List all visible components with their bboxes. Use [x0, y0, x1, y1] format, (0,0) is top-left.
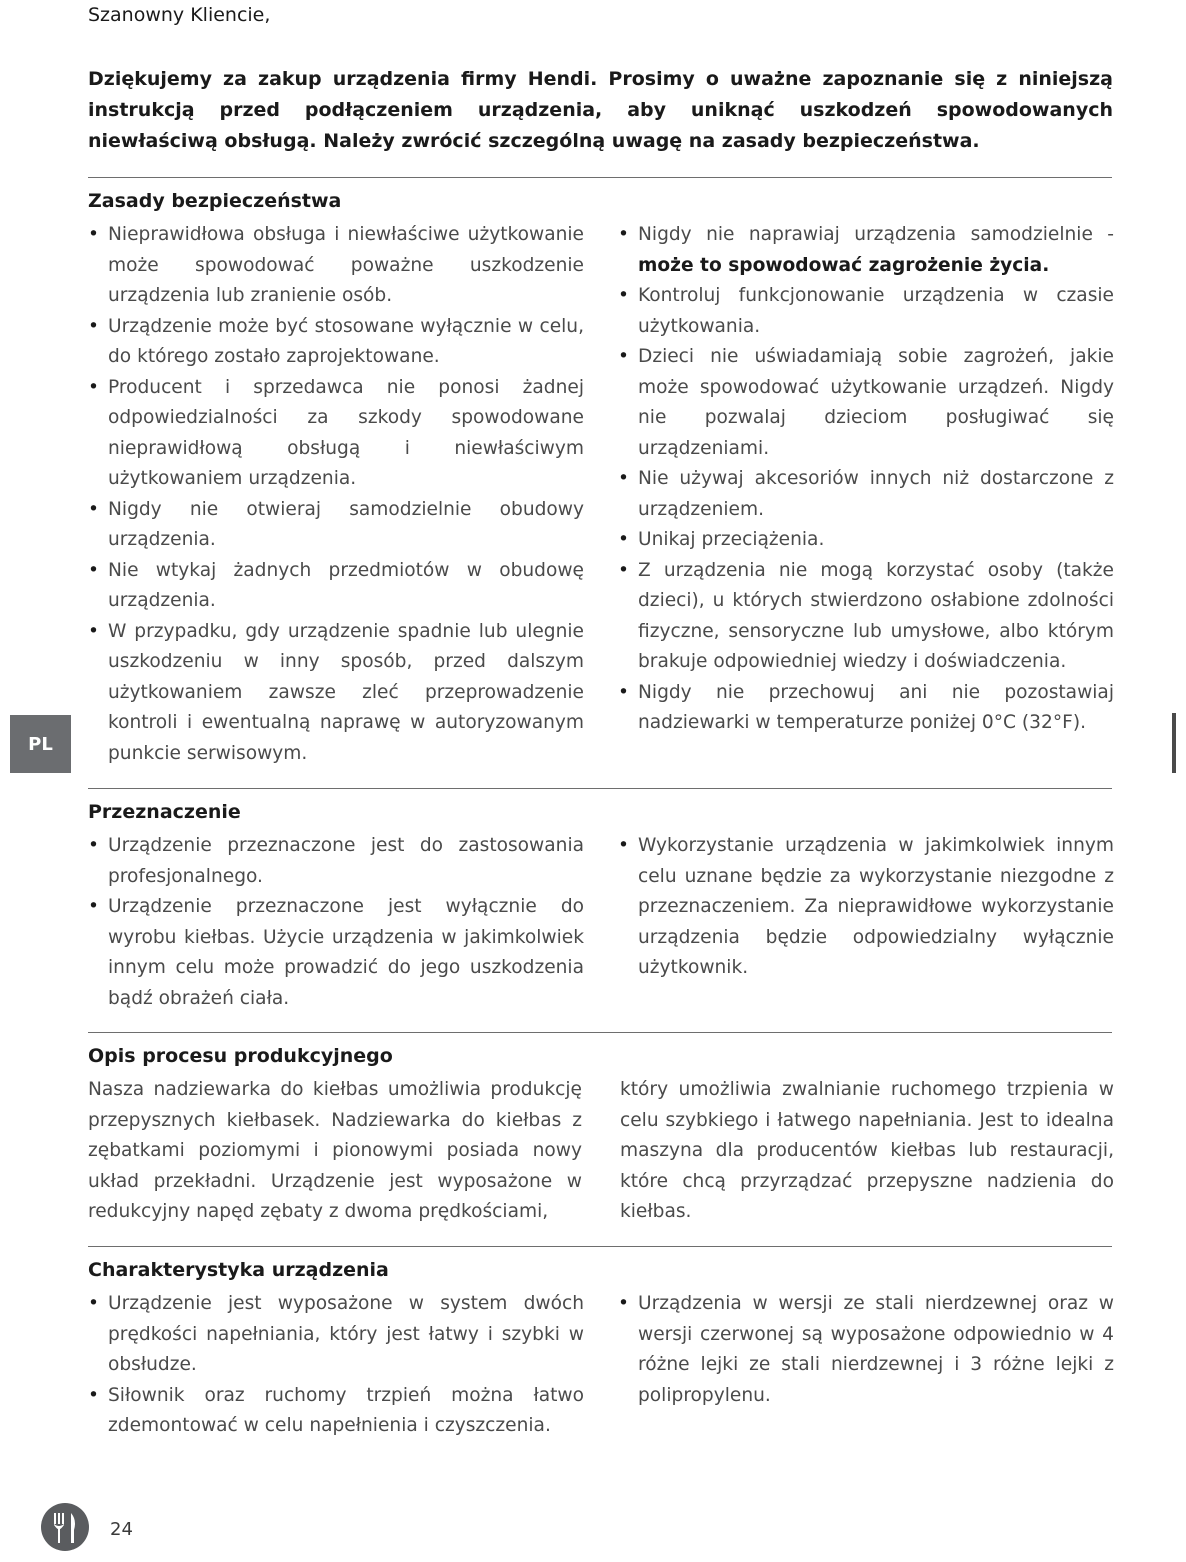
purpose-list-left	[88, 831, 584, 1014]
list-item: • Nigdy nie przechowuj ani nie pozostawiaj nadziewarki w temperaturze poniżej 0°C (32°F).	[618, 678, 1114, 739]
list-item: • Urządzenie przeznaczone jest wyłącznie do wyrobu kiełbas. Użycie urządzenia w jakimkolwiek innym celu może prowadzić do jego uszkodzenia bądź obrażeń ciała.	[88, 892, 584, 1014]
list-item: • Urządzenie przeznaczone jest do zastosowania profesjonalnego.	[88, 831, 584, 892]
page-number: 24	[110, 1519, 133, 1540]
list-item: • Wykorzystanie urządzenia w jakimkolwiek innym celu uznane będzie za wykorzystanie niezgodne z przeznaczeniem. Za nieprawidłowe wykorzystanie urządzenia będzie odpowiedzialny wyłącznie użytkownik.	[618, 831, 1114, 984]
divider	[88, 1246, 1112, 1247]
list-item: • Z urządzenia nie mogą korzystać osoby (także dzieci), u których stwierdzono osłabione zdolności fizyczne, sensoryczne lub umysłowe, albo którym brakuje odpowiedniej wiedzy i doświadczenia.	[618, 556, 1114, 678]
list-item: • Nieprawidłowa obsługa i niewłaściwe użytkowanie może spowodować poważne uszkodzenie urządzenia lub zranienie osób.	[88, 220, 584, 312]
safety-title: Zasady bezpieczeństwa	[88, 190, 342, 212]
page-edge-marker	[1172, 713, 1176, 773]
divider	[88, 788, 1112, 789]
list-item: • Urządzenie jest wyposażone w system dwóch prędkości napełniania, który jest łatwy i szybki w obsłudze.	[88, 1289, 584, 1381]
intro-paragraph: Dziękujemy za zakup urządzenia firmy Hendi. Prosimy o uważne zapoznanie się z niniejszą instrukcją przed podłączeniem urządzenia, aby uniknąć uszkodzeń spowodowanych niewłaściwą obsługą. Należy zwrócić szczególną uwagę na zasady bezpieczeństwa.	[88, 68, 1113, 152]
list-item: • Kontroluj funkcjonowanie urządzenia w czasie użytkowania.	[618, 281, 1114, 342]
divider	[88, 1032, 1112, 1033]
process-text-left: Nasza nadziewarka do kiełbas umożliwia produkcję przepysznych kiełbasek. Nadziewarka do kiełbas z zębatkami poziomymi i pionowymi posiada nowy układ przekładni. Urządzenie jest wyposażone w redukcyjny napęd zębaty z dwoma prędkościami,	[88, 1079, 582, 1222]
language-tab: PL	[10, 715, 71, 773]
purpose-list-right	[618, 831, 1114, 984]
list-item: • Nie wtykaj żadnych przedmiotów w obudowę urządzenia.	[88, 556, 584, 617]
purpose-title: Przeznaczenie	[88, 801, 241, 823]
list-item: • Siłownik oraz ruchomy trzpień można łatwo zdemontować w celu napełnienia i czyszczenia.	[88, 1381, 584, 1442]
process-text-right: który umożliwia zwalnianie ruchomego trzpienia w celu szybkiego i łatwego napełniania. Jest to idealna maszyna dla producentów kiełbas lub restauracji, które chcą przyrządzać przepyszne nadzienia do kiełbas.	[620, 1079, 1114, 1222]
safety-list-left	[88, 220, 584, 769]
list-item: • Dzieci nie uświadamiają sobie zagrożeń, jakie może spowodować użytkowanie urządzeń. Nigdy nie pozwalaj dzieciom posługiwać się urządzeniami.	[618, 342, 1114, 464]
warning-text: może to spowodować zagrożenie życia.	[638, 254, 1050, 276]
list-item: • W przypadku, gdy urządzenie spadnie lub ulegnie uszkodzeniu w inny sposób, przed dalszym użytkowaniem zawsze zleć przeprowadzenie kontroli i ewentualną naprawę w autoryzowanym punkcie serwisowym.	[88, 617, 584, 770]
process-title: Opis procesu produkcyjnego	[88, 1045, 393, 1067]
list-item: • Urządzenie może być stosowane wyłącznie w celu, do którego zostało zaprojektowane.	[88, 312, 584, 373]
greeting: Szanowny Kliencie,	[88, 4, 271, 26]
safety-list-right	[618, 220, 1114, 739]
list-item: • Unikaj przeciążenia.	[618, 525, 1114, 556]
divider	[88, 177, 1112, 178]
features-list-right	[618, 1289, 1114, 1411]
list-item: • Nigdy nie otwieraj samodzielnie obudowy urządzenia.	[88, 495, 584, 556]
list-item	[618, 220, 1114, 281]
list-item-text: Nigdy nie naprawiaj urządzenia samodzielnie -	[638, 224, 1114, 245]
list-item: • Producent i sprzedawca nie ponosi żadnej odpowiedzialności za szkody spowodowane nieprawidłową obsługą i niewłaściwym użytkowaniem urządzenia.	[88, 373, 584, 495]
features-list-left	[88, 1289, 584, 1442]
list-item: • Nie używaj akcesoriów innych niż dostarczone z urządzeniem.	[618, 464, 1114, 525]
list-item: • Urządzenia w wersji ze stali nierdzewnej oraz w wersji czerwonej są wyposażone odpowiednio w 4 różne lejki ze stali nierdzewnej i 3 różne lejki z polipropylenu.	[618, 1289, 1114, 1411]
hendi-cutlery-logo-icon	[40, 1502, 90, 1552]
features-title: Charakterystyka urządzenia	[88, 1259, 389, 1281]
